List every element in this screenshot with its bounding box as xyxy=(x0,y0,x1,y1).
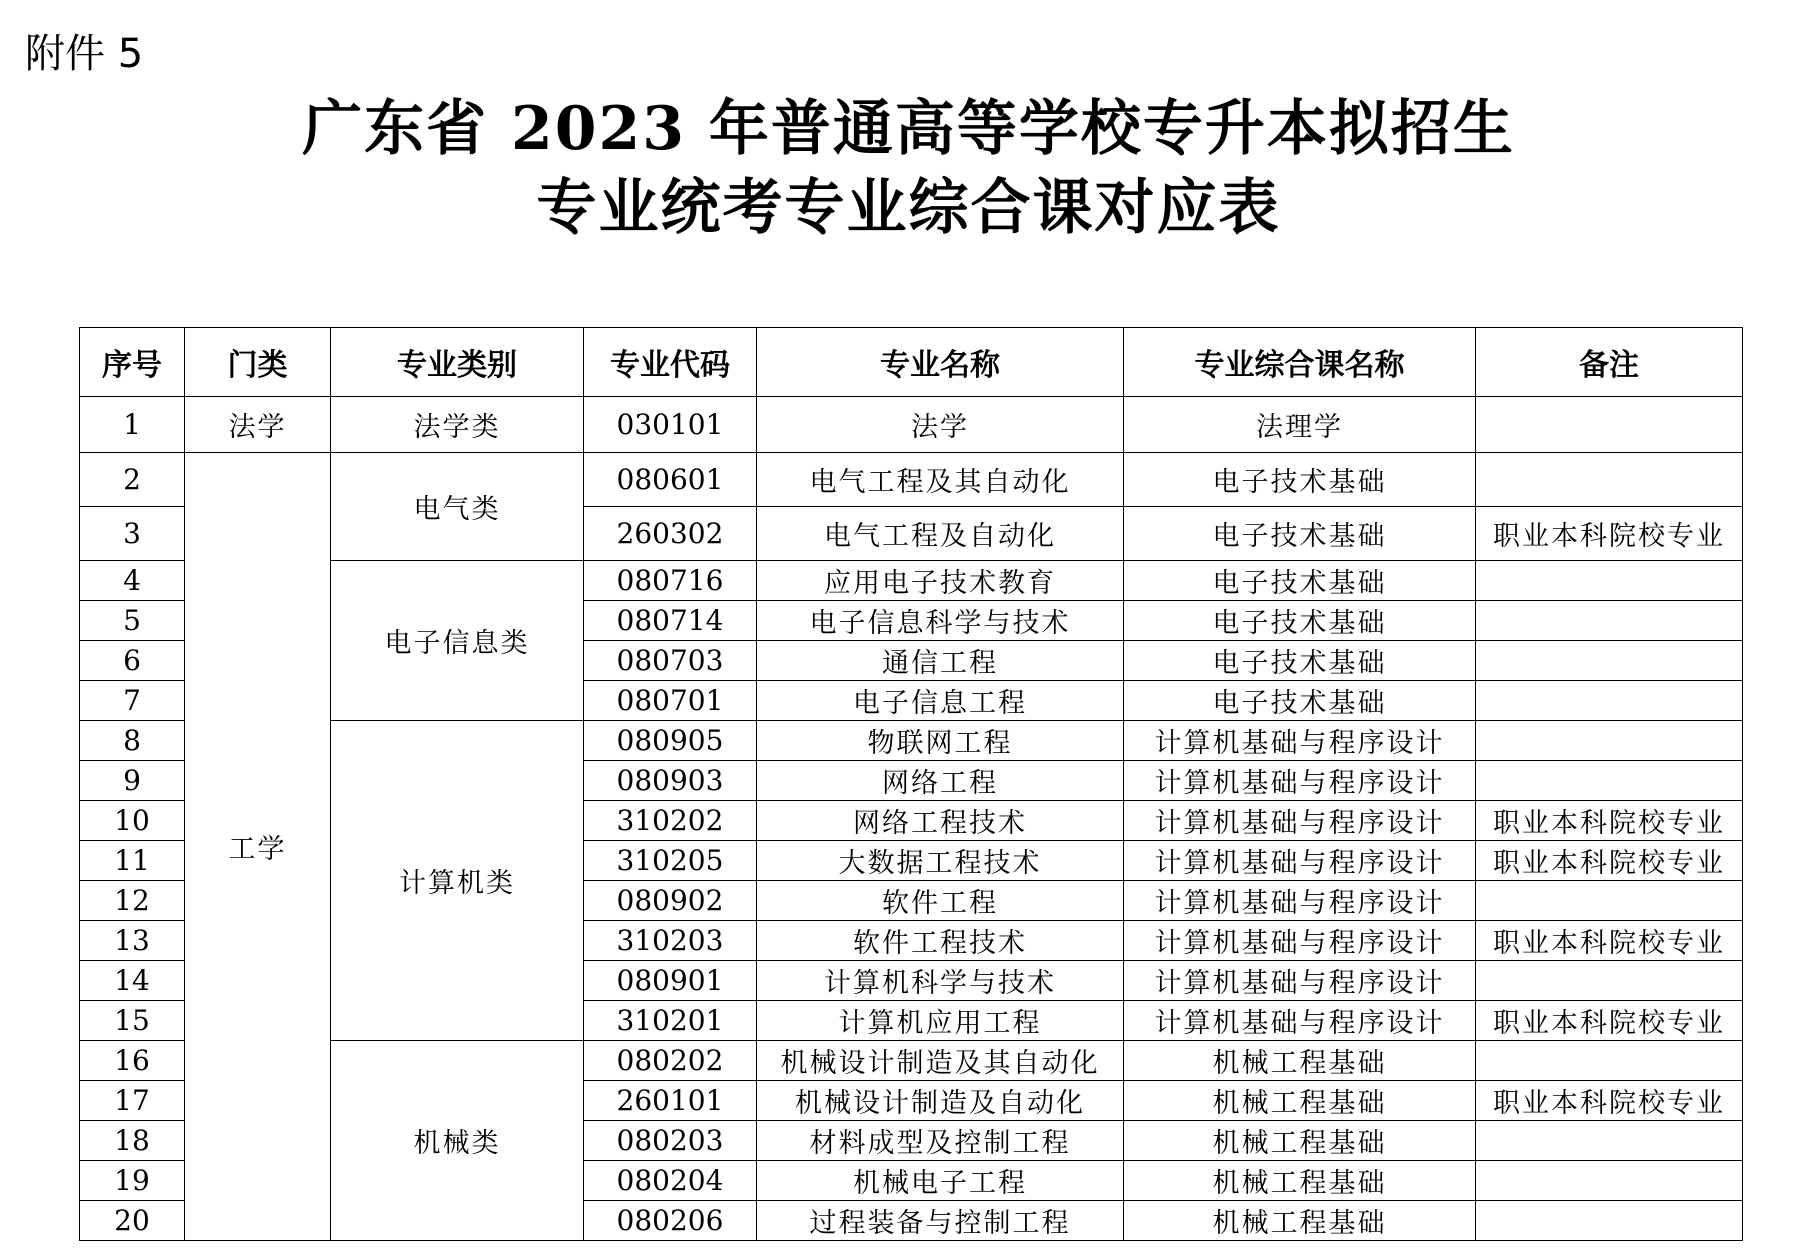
course-cell: 电子技术基础 xyxy=(1124,641,1476,681)
major-cell: 应用电子技术教育 xyxy=(757,561,1124,601)
course-cell: 电子技术基础 xyxy=(1124,507,1476,561)
seq-cell: 6 xyxy=(80,641,185,681)
seq-cell: 18 xyxy=(80,1121,185,1161)
course-cell: 机械工程基础 xyxy=(1124,1161,1476,1201)
code-cell: 080714 xyxy=(584,601,757,641)
course-cell: 机械工程基础 xyxy=(1124,1081,1476,1121)
note-cell: 职业本科院校专业 xyxy=(1476,1081,1743,1121)
group-cell-electrical: 电气类 xyxy=(331,453,584,561)
header-seq: 序号 xyxy=(80,328,185,397)
code-cell: 080701 xyxy=(584,681,757,721)
seq-cell: 2 xyxy=(80,453,185,507)
course-cell: 电子技术基础 xyxy=(1124,681,1476,721)
seq-cell: 9 xyxy=(80,761,185,801)
course-cell: 计算机基础与程序设计 xyxy=(1124,801,1476,841)
major-cell: 软件工程技术 xyxy=(757,921,1124,961)
category-cell-engineering: 工学 xyxy=(185,453,331,1241)
code-cell: 080203 xyxy=(584,1121,757,1161)
header-note: 备注 xyxy=(1476,328,1743,397)
course-cell: 计算机基础与程序设计 xyxy=(1124,1001,1476,1041)
note-cell xyxy=(1476,721,1743,761)
major-cell: 物联网工程 xyxy=(757,721,1124,761)
header-course-name: 专业综合课名称 xyxy=(1124,328,1476,397)
course-cell: 电子技术基础 xyxy=(1124,601,1476,641)
seq-cell: 19 xyxy=(80,1161,185,1201)
seq-cell: 4 xyxy=(80,561,185,601)
note-cell: 职业本科院校专业 xyxy=(1476,801,1743,841)
major-cell: 电子信息科学与技术 xyxy=(757,601,1124,641)
seq-cell: 3 xyxy=(80,507,185,561)
note-cell xyxy=(1476,561,1743,601)
major-cell: 材料成型及控制工程 xyxy=(757,1121,1124,1161)
major-cell: 电子信息工程 xyxy=(757,681,1124,721)
group-cell-electronic: 电子信息类 xyxy=(331,561,584,721)
major-cell: 电气工程及自动化 xyxy=(757,507,1124,561)
category-cell-law: 法学 xyxy=(185,397,331,453)
course-cell: 计算机基础与程序设计 xyxy=(1124,921,1476,961)
major-cell: 机械电子工程 xyxy=(757,1161,1124,1201)
code-cell: 310205 xyxy=(584,841,757,881)
seq-cell: 20 xyxy=(80,1201,185,1241)
code-cell: 080202 xyxy=(584,1041,757,1081)
course-cell: 电子技术基础 xyxy=(1124,453,1476,507)
code-cell: 260302 xyxy=(584,507,757,561)
course-cell: 计算机基础与程序设计 xyxy=(1124,721,1476,761)
major-cell: 通信工程 xyxy=(757,641,1124,681)
major-cell: 法学 xyxy=(757,397,1124,453)
note-cell xyxy=(1476,761,1743,801)
header-major-name: 专业名称 xyxy=(757,328,1124,397)
major-cell: 机械设计制造及其自动化 xyxy=(757,1041,1124,1081)
code-cell: 080204 xyxy=(584,1161,757,1201)
code-cell: 260101 xyxy=(584,1081,757,1121)
seq-cell: 15 xyxy=(80,1001,185,1041)
major-cell: 电气工程及其自动化 xyxy=(757,453,1124,507)
major-cell: 大数据工程技术 xyxy=(757,841,1124,881)
code-cell: 080716 xyxy=(584,561,757,601)
note-cell xyxy=(1476,641,1743,681)
note-cell xyxy=(1476,1041,1743,1081)
course-cell: 机械工程基础 xyxy=(1124,1201,1476,1241)
course-cell: 计算机基础与程序设计 xyxy=(1124,761,1476,801)
code-cell: 310202 xyxy=(584,801,757,841)
code-cell: 030101 xyxy=(584,397,757,453)
course-cell: 计算机基础与程序设计 xyxy=(1124,841,1476,881)
code-cell: 080206 xyxy=(584,1201,757,1241)
note-cell: 职业本科院校专业 xyxy=(1476,1001,1743,1041)
header-category: 门类 xyxy=(185,328,331,397)
group-cell-law: 法学类 xyxy=(331,397,584,453)
note-cell xyxy=(1476,681,1743,721)
code-cell: 080903 xyxy=(584,761,757,801)
course-cell: 计算机基础与程序设计 xyxy=(1124,961,1476,1001)
table-header-row xyxy=(80,328,1743,397)
major-cell: 计算机科学与技术 xyxy=(757,961,1124,1001)
note-cell: 职业本科院校专业 xyxy=(1476,921,1743,961)
note-cell xyxy=(1476,397,1743,453)
code-cell: 310201 xyxy=(584,1001,757,1041)
course-cell: 机械工程基础 xyxy=(1124,1121,1476,1161)
course-cell: 计算机基础与程序设计 xyxy=(1124,881,1476,921)
major-cell: 网络工程 xyxy=(757,761,1124,801)
note-cell xyxy=(1476,881,1743,921)
seq-cell: 13 xyxy=(80,921,185,961)
table-row xyxy=(80,453,1743,507)
course-cell: 法理学 xyxy=(1124,397,1476,453)
code-cell: 080601 xyxy=(584,453,757,507)
code-cell: 080703 xyxy=(584,641,757,681)
major-course-table xyxy=(79,327,1743,1241)
attachment-label: 附件 5 xyxy=(25,31,144,77)
seq-cell: 10 xyxy=(80,801,185,841)
major-cell: 过程装备与控制工程 xyxy=(757,1201,1124,1241)
major-cell: 软件工程 xyxy=(757,881,1124,921)
seq-cell: 12 xyxy=(80,881,185,921)
note-cell xyxy=(1476,601,1743,641)
course-cell: 机械工程基础 xyxy=(1124,1041,1476,1081)
table-row xyxy=(80,397,1743,453)
note-cell xyxy=(1476,1201,1743,1241)
code-cell: 080901 xyxy=(584,961,757,1001)
code-cell: 080905 xyxy=(584,721,757,761)
note-cell: 职业本科院校专业 xyxy=(1476,507,1743,561)
seq-cell: 8 xyxy=(80,721,185,761)
note-cell: 职业本科院校专业 xyxy=(1476,841,1743,881)
note-cell xyxy=(1476,1121,1743,1161)
seq-cell: 1 xyxy=(80,397,185,453)
group-cell-mechanical: 机械类 xyxy=(331,1041,584,1241)
course-cell: 电子技术基础 xyxy=(1124,561,1476,601)
seq-cell: 11 xyxy=(80,841,185,881)
major-cell: 计算机应用工程 xyxy=(757,1001,1124,1041)
major-cell: 网络工程技术 xyxy=(757,801,1124,841)
note-cell xyxy=(1476,1161,1743,1201)
header-major-group: 专业类别 xyxy=(331,328,584,397)
code-cell: 310203 xyxy=(584,921,757,961)
group-cell-computer: 计算机类 xyxy=(331,721,584,1041)
header-major-code: 专业代码 xyxy=(584,328,757,397)
note-cell xyxy=(1476,453,1743,507)
seq-cell: 14 xyxy=(80,961,185,1001)
code-cell: 080902 xyxy=(584,881,757,921)
document-title-line-2: 专业统考专业综合课对应表 xyxy=(536,173,1281,243)
document-title-line-1: 广东省 2023 年普通高等学校专升本拟招生 xyxy=(302,94,1515,164)
seq-cell: 7 xyxy=(80,681,185,721)
seq-cell: 17 xyxy=(80,1081,185,1121)
major-cell: 机械设计制造及自动化 xyxy=(757,1081,1124,1121)
note-cell xyxy=(1476,961,1743,1001)
seq-cell: 16 xyxy=(80,1041,185,1081)
seq-cell: 5 xyxy=(80,601,185,641)
